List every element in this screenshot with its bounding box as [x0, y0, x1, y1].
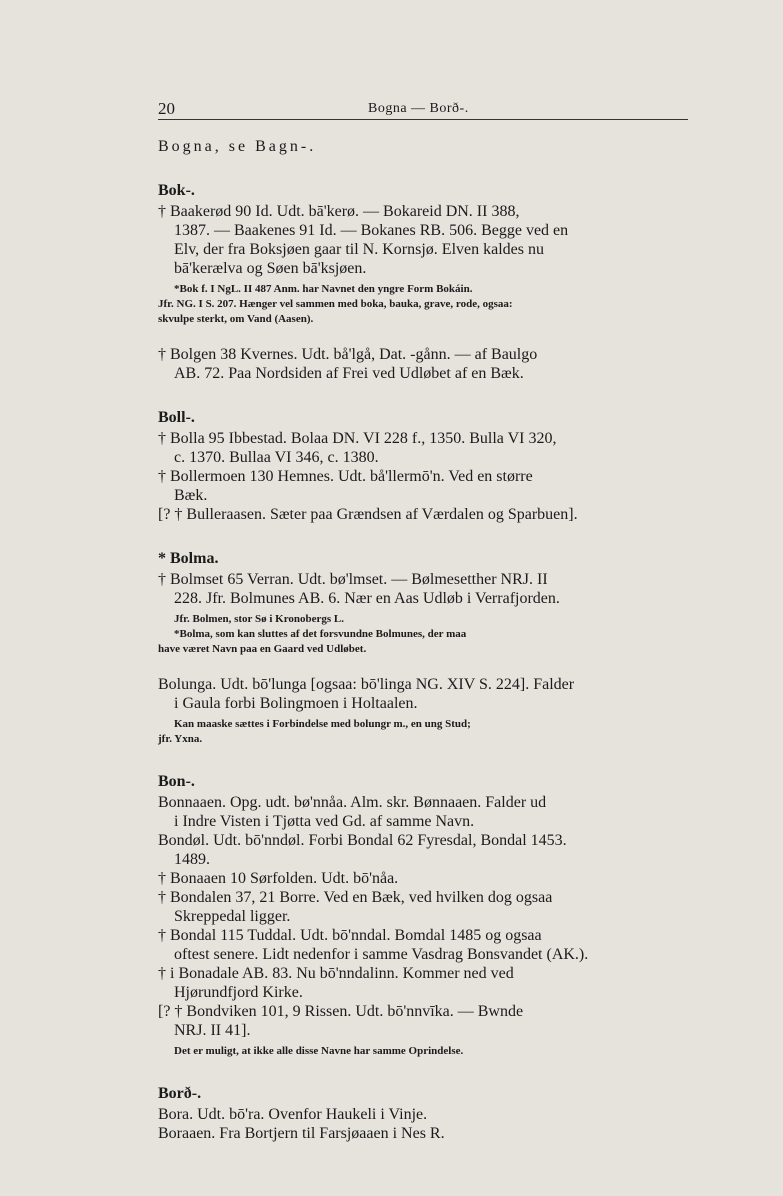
- note-line: *Bok f. I NgL. II 487 Anm. har Navnet den yngre Form Bokáin.: [174, 283, 473, 295]
- section-heading-bolma: * Bolma.: [158, 550, 219, 567]
- entry-line: 228. Jfr. Bolmunes AB. 6. Nær en Aas Udløb i Verrafjorden.: [174, 590, 560, 607]
- entry-line: † Bondalen 37, 21 Borre. Ved en Bæk, ved hvilken dog ogsaa: [158, 889, 553, 906]
- page-header: [158, 99, 688, 120]
- note-line: Det er muligt, at ikke alle disse Navne har samme Oprindelse.: [174, 1045, 464, 1057]
- note-line: have været Navn paa en Gaard ved Udløbet.: [158, 643, 367, 655]
- entry-line: Elv, der fra Boksjøen gaar til N. Kornsjø. Elven kaldes nu: [174, 241, 544, 258]
- entry-line: † Bolgen 38 Kvernes. Udt. bå'lgå, Dat. -gånn. — af Baulgo: [158, 346, 538, 363]
- entry-line: † Bolmset 65 Verran. Udt. bø'lmset. — Bølmesetther NRJ. II: [158, 571, 548, 588]
- entry-line: Bondøl. Udt. bō'nndøl. Forbi Bondal 62 Fyresdal, Bondal 1453.: [158, 832, 567, 849]
- entry-line: c. 1370. Bullaa VI 346, c. 1380.: [174, 449, 379, 466]
- page-number: 20: [158, 99, 175, 118]
- entry-line: Boraaen. Fra Bortjern til Farsjøaaen i Nes R.: [158, 1125, 445, 1142]
- entry-line: 1489.: [174, 851, 210, 868]
- entry-line: Bæk.: [174, 487, 208, 504]
- note-line: Kan maaske sættes i Forbindelse med bolungr m., en ung Stud;: [174, 718, 471, 730]
- section-heading-bok: Bok-.: [158, 182, 195, 199]
- note-line: *Bolma, som kan sluttes af det forsvundne Bolmunes, der maa: [174, 628, 467, 640]
- entry-line: [? † Bulleraasen. Sæter paa Grændsen af Værdalen og Sparbuen].: [158, 506, 578, 523]
- note-line: Jfr. Bolmen, stor Sø i Kronobergs L.: [174, 613, 345, 625]
- entry-line: † Bonaaen 10 Sørfolden. Udt. bō'nåa.: [158, 870, 399, 887]
- entry-line: Skreppedal ligger.: [174, 908, 291, 925]
- running-title: Bogna — Borð-.: [368, 101, 469, 116]
- entry-line: Bolunga. Udt. bō'lunga [ogsaa: bō'linga NG. XIV S. 224]. Falder: [158, 676, 575, 693]
- entry-line: † i Bonadale AB. 83. Nu bō'nndalinn. Kommer ned ved: [158, 965, 514, 982]
- entry-line: NRJ. II 41].: [174, 1022, 251, 1039]
- entry-line: 1387. — Baakenes 91 Id. — Bokanes RB. 506. Begge ved en: [174, 222, 569, 239]
- section-heading-bon: Bon-.: [158, 773, 195, 790]
- dictionary-content: [158, 137, 688, 1143]
- entry-line: i Gaula forbi Bolingmoen i Holtaalen.: [174, 695, 418, 712]
- note-line: Jfr. NG. I S. 207. Hænger vel sammen med boka, bauka, grave, rode, ogsaa:: [158, 298, 513, 310]
- section-heading-boll: Boll-.: [158, 409, 195, 426]
- entry-line: bā'kerælva og Søen bā'ksjøen.: [174, 260, 367, 277]
- entry-line: [? † Bondviken 101, 9 Rissen. Udt. bō'nnvīka. — Bwnde: [158, 1003, 524, 1020]
- entry-line: i Indre Visten i Tjøtta ved Gd. af samme Navn.: [174, 813, 475, 830]
- entry-line: † Bondal 115 Tuddal. Udt. bō'nndal. Bomdal 1485 og ogsaa: [158, 927, 542, 944]
- entry-line: † Bollermoen 130 Hemnes. Udt. bå'llermō'n. Ved en større: [158, 468, 533, 485]
- entry-line: oftest senere. Lidt nedenfor i samme Vasdrag Bonsvandet (AK.).: [174, 946, 589, 963]
- entry-line: Hjørundfjord Kirke.: [174, 984, 303, 1001]
- note-line: skvulpe sterkt, om Vand (Aasen).: [158, 313, 314, 325]
- section-heading-bord: Borð-.: [158, 1085, 202, 1102]
- note-line: jfr. Yxna.: [158, 733, 203, 745]
- entry-line: † Baakerød 90 Id. Udt. bā'kerø. — Bokareid DN. II 388,: [158, 203, 520, 220]
- entry-line: AB. 72. Paa Nordsiden af Frei ved Udløbet af en Bæk.: [174, 365, 524, 382]
- entry-line: † Bolla 95 Ibbestad. Bolaa DN. VI 228 f., 1350. Bulla VI 320,: [158, 430, 557, 447]
- entry-line: Bonnaaen. Opg. udt. bø'nnåa. Alm. skr. Bønnaaen. Falder ud: [158, 794, 547, 811]
- entry-bogna: Bogna, se Bagn-.: [158, 138, 317, 155]
- entry-line: Bora. Udt. bō'ra. Ovenfor Haukeli i Vinje.: [158, 1106, 428, 1123]
